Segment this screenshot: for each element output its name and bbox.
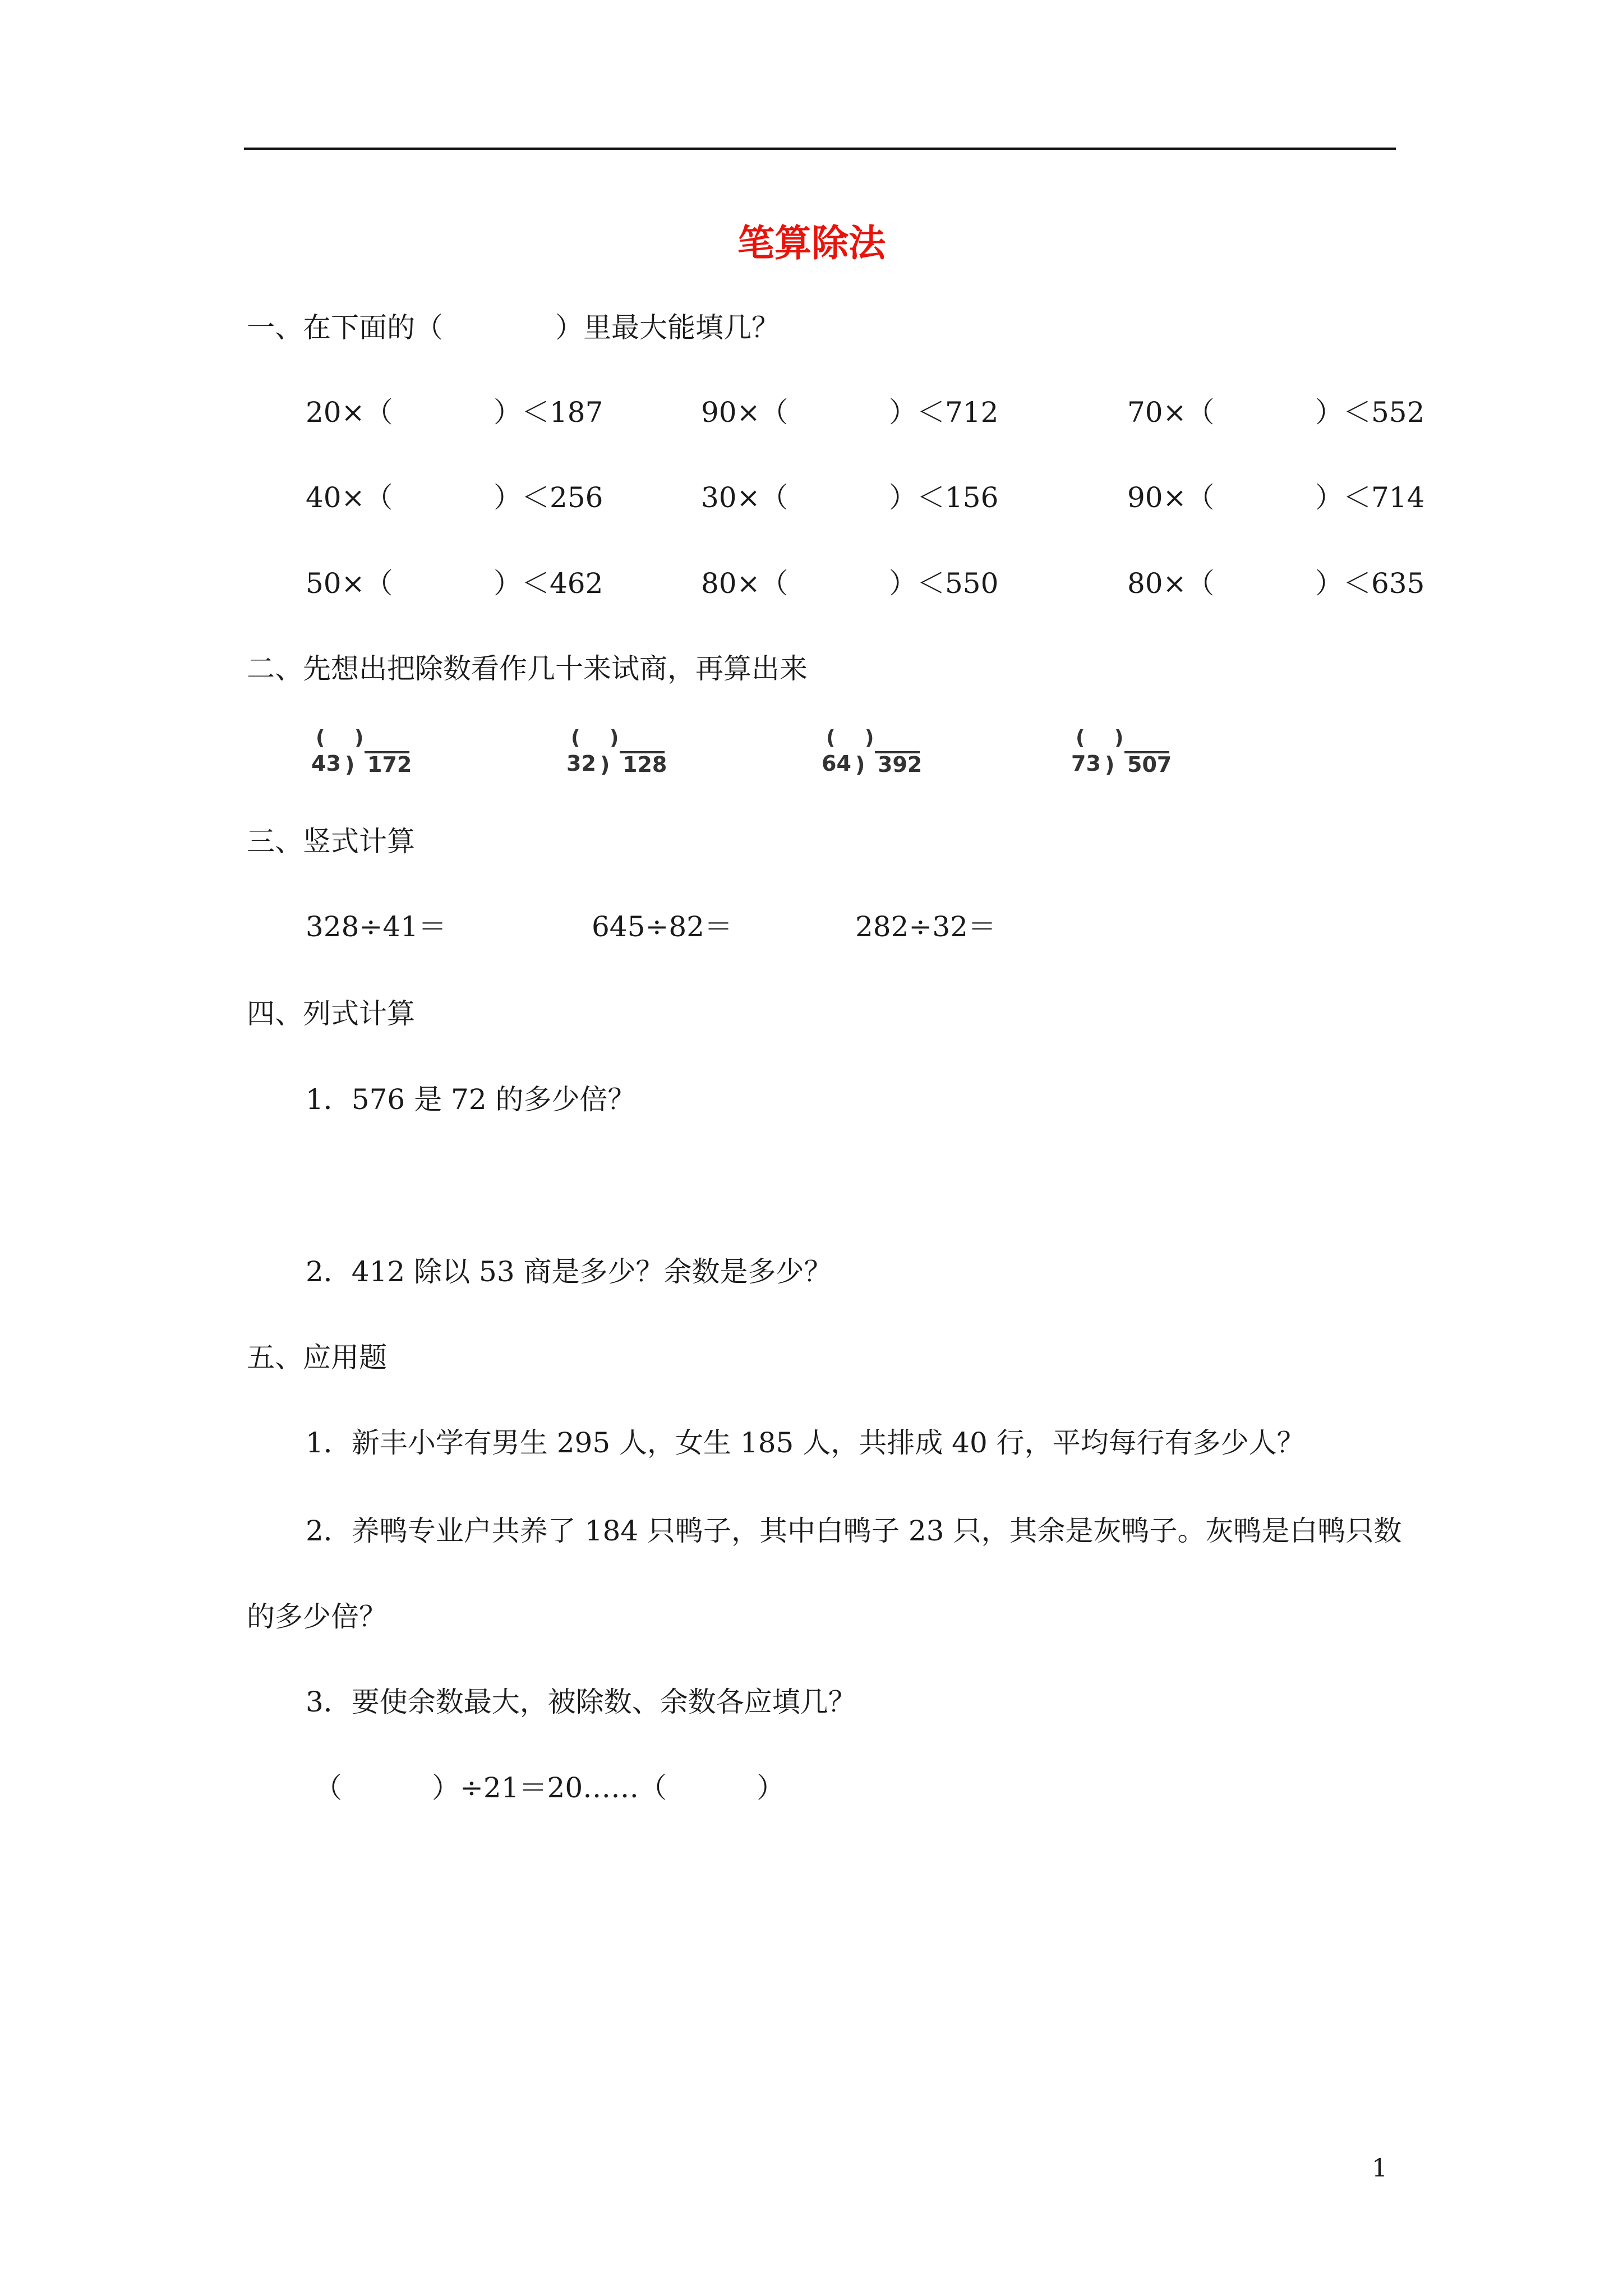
dividend: 392 xyxy=(878,752,923,777)
s1-r1-c2: 90×（ xyxy=(1127,481,1215,514)
division-bracket: ) xyxy=(855,752,865,777)
section3-heading: 三、竖式计算 xyxy=(247,825,415,858)
section1-heading xyxy=(247,310,780,346)
section5-question-3: 3．要使余数最大，被除数、余数各应填几？ xyxy=(306,1686,856,1718)
page-number: 1 xyxy=(1372,2154,1387,2183)
long-division-3 xyxy=(822,726,934,783)
section5-blank-expression xyxy=(314,1770,785,1806)
s1-r2-c1: 80×（ xyxy=(701,567,789,600)
long-division-1 xyxy=(311,726,423,783)
division-bracket: ) xyxy=(345,752,355,777)
dividend: 128 xyxy=(623,752,667,777)
s1-r0-c1: 90×（ xyxy=(701,396,789,429)
dividend: 507 xyxy=(1127,752,1172,777)
s1-r2-c2: 80×（ xyxy=(1127,567,1215,600)
quotient-blank: ( ) xyxy=(571,726,630,749)
vertical-calc-3: 282÷32＝ xyxy=(855,910,996,943)
division-bracket: ) xyxy=(600,752,610,777)
vertical-calc-1: 328÷41＝ xyxy=(306,910,446,943)
header-rule xyxy=(244,148,1396,150)
section4-question-2: 2．412 除以 53 商是多少？余数是多少？ xyxy=(306,1255,832,1288)
divisor: 32 xyxy=(566,751,596,776)
s1-r2-c2-right: ）＜635 xyxy=(1315,567,1425,600)
s1-r1-c1-right: ）＜156 xyxy=(889,481,999,514)
quotient-blank: ( ) xyxy=(316,726,375,749)
divisor: 43 xyxy=(311,751,341,776)
s1-r1-c0-right: ）＜256 xyxy=(494,481,603,514)
s1-r1-c2-right: ）＜714 xyxy=(1315,481,1425,514)
s1-r1-c1: 30×（ xyxy=(701,481,789,514)
section1-heading-pre: 一、在下面的（ xyxy=(247,311,443,344)
section5-question-2-line2: 的多少倍？ xyxy=(247,1600,387,1633)
s1-r0-c0: 20×（ xyxy=(306,396,393,429)
section5-question-2-line1: 2．养鸭专业户共养了 184 只鸭子，其中白鸭子 23 只，其余是灰鸭子。灰鸭是白鸭只数 xyxy=(306,1515,1402,1547)
long-division-2 xyxy=(566,726,679,783)
section5-heading: 五、应用题 xyxy=(247,1341,387,1374)
blank-close: ） xyxy=(757,1772,785,1804)
page-title: 笔算除法 xyxy=(737,221,886,265)
divisor: 73 xyxy=(1071,751,1101,776)
s1-r0-c0-right: ）＜187 xyxy=(494,396,603,429)
quotient-blank: ( ) xyxy=(826,726,886,749)
s1-r0-c2: 70×（ xyxy=(1127,396,1215,429)
section1-heading-post: ）里最大能填几？ xyxy=(555,311,780,344)
s1-r1-c0: 40×（ xyxy=(306,481,393,514)
s1-r2-c1-right: ）＜550 xyxy=(889,567,999,600)
dividend: 172 xyxy=(367,752,412,777)
section4-question-1: 1．576 是 72 的多少倍？ xyxy=(306,1083,636,1116)
blank-middle: ）÷21＝20……（ xyxy=(432,1772,667,1804)
s1-r2-c0-right: ）＜462 xyxy=(494,567,603,600)
blank-open: （ xyxy=(314,1772,342,1804)
section4-heading: 四、列式计算 xyxy=(247,997,415,1030)
divisor: 64 xyxy=(822,751,851,776)
long-division-4 xyxy=(1071,726,1183,783)
s1-r2-c0: 50×（ xyxy=(306,567,393,600)
section2-heading: 二、先想出把除数看作几十来试商，再算出来 xyxy=(247,652,808,685)
s1-r0-c2-right: ）＜552 xyxy=(1315,396,1425,429)
section5-question-1: 1．新丰小学有男生 295 人，女生 185 人，共排成 40 行，平均每行有多少人？ xyxy=(306,1427,1305,1459)
s1-r0-c1-right: ）＜712 xyxy=(889,396,999,429)
quotient-blank: ( ) xyxy=(1076,726,1135,749)
vertical-calc-2: 645÷82＝ xyxy=(592,910,732,943)
division-bracket: ) xyxy=(1105,752,1115,777)
